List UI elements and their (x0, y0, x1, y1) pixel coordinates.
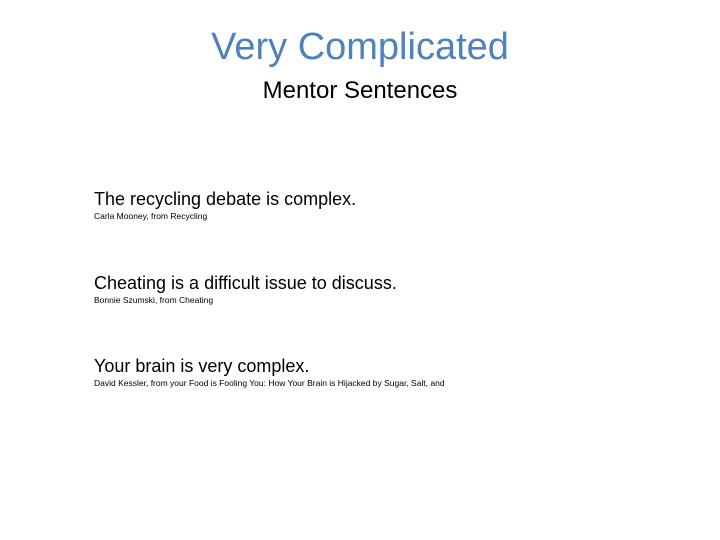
sentence-citation: Bonnie Szumski, from Cheating (94, 295, 214, 305)
mentor-sentence: The recycling debate is complex. (94, 189, 357, 209)
slide-subtitle: Mentor Sentences (262, 77, 458, 104)
slide-title: Very Complicated (211, 26, 509, 68)
mentor-sentence: Your brain is very complex. (94, 356, 310, 376)
sentence-citation: David Kessler, from your Food is Fooling You: How Your Brain is Hijacked by Sugar, Salt, and (94, 378, 445, 388)
sentence-citation: Carla Mooney, from Recycling (94, 211, 208, 221)
mentor-sentence: Cheating is a difficult issue to discuss. (94, 273, 397, 293)
